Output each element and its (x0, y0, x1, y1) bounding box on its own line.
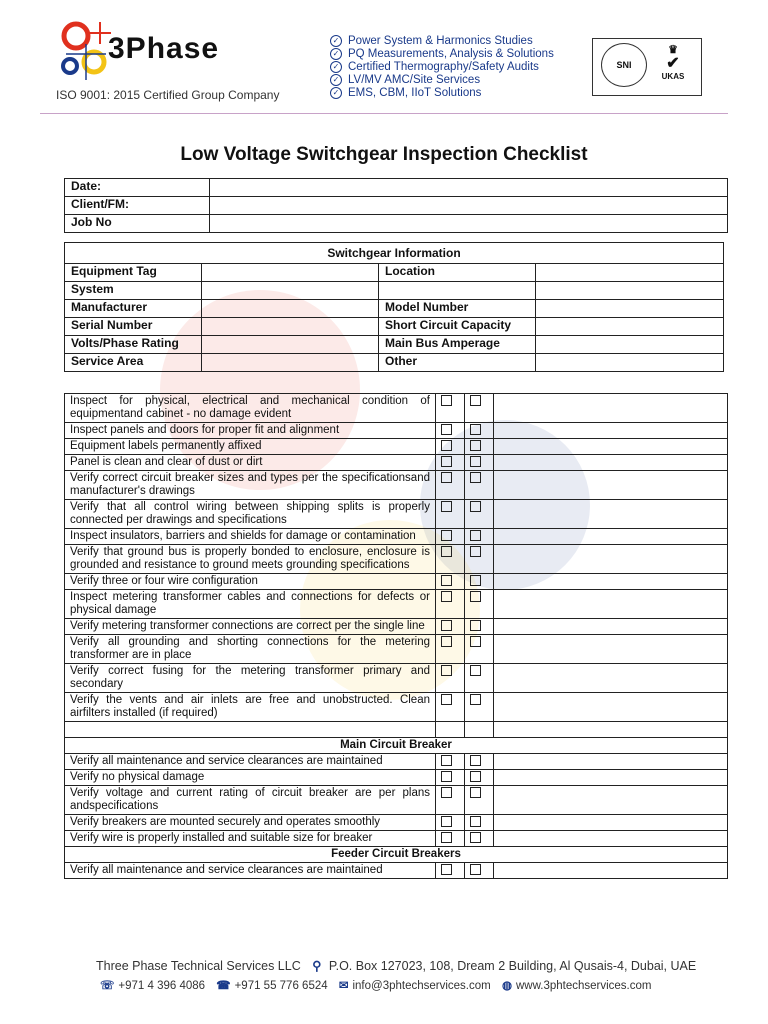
no-checkbox[interactable] (470, 636, 481, 647)
certification-badges (592, 38, 702, 96)
checkbox-cell (465, 664, 494, 693)
remarks-cell[interactable] (494, 786, 728, 815)
checkbox-cell (436, 423, 465, 439)
job-details-table (64, 178, 728, 233)
website-link[interactable]: www.3phtechservices.com (515, 980, 652, 992)
checklist-item-text: Verify wire is properly installed and suitable size for breaker (65, 831, 436, 847)
checkbox-cell (436, 455, 465, 471)
checklist-item-text: Inspect insulators, barriers and shields for damage or contamination (65, 529, 436, 545)
check-circle-icon: ✓ (330, 35, 342, 47)
mobile-number[interactable]: +971 55 776 6524 (234, 980, 328, 992)
yes-checkbox[interactable] (441, 440, 452, 451)
checklist-item-text: Verify breakers are mounted securely and operates smoothly (65, 815, 436, 831)
no-checkbox[interactable] (470, 456, 481, 467)
remarks-cell[interactable] (494, 664, 728, 693)
checkbox-cell (436, 500, 465, 529)
checklist-row (65, 545, 728, 574)
field-value[interactable] (536, 282, 724, 300)
checkbox-cell (465, 500, 494, 529)
email-icon: ✉ (338, 980, 349, 992)
checklist-item-text: Verify all maintenance and service clearances are maintained (65, 863, 436, 879)
checkbox-cell (436, 574, 465, 590)
checklist-row (65, 455, 728, 471)
ukas-badge-icon: ♛ ✔ UKAS (655, 43, 691, 87)
globe-icon: ◍ (501, 980, 512, 992)
checkbox-cell (465, 754, 494, 770)
crown-icon: ♛ (668, 44, 678, 56)
field-value[interactable] (536, 318, 724, 336)
section-heading: Feeder Circuit Breakers (65, 847, 728, 863)
no-checkbox[interactable] (470, 424, 481, 435)
field-value[interactable] (202, 264, 379, 282)
table-row (65, 215, 728, 233)
no-checkbox[interactable] (470, 620, 481, 631)
checklist-item-text: Verify that all control wiring between shipping splits is properly connected per drawings and specifications (65, 500, 436, 529)
checkbox-cell (465, 439, 494, 455)
field-value[interactable] (202, 282, 379, 300)
checkbox-cell (436, 815, 465, 831)
blank-row (65, 722, 728, 738)
date-field[interactable] (210, 179, 728, 197)
checklist-row (65, 831, 728, 847)
field-label: Client/FM: (65, 197, 210, 215)
footer-contact-line (92, 978, 651, 992)
remarks-cell[interactable] (494, 455, 728, 471)
section-row (65, 738, 728, 754)
service-item: ✓ Certified Thermography/Safety Audits (330, 60, 580, 73)
field-label: Date: (65, 179, 210, 197)
logo-wordmark: 3Phase (108, 32, 220, 65)
field-value[interactable] (536, 354, 724, 372)
no-checkbox[interactable] (470, 530, 481, 541)
no-checkbox[interactable] (470, 755, 481, 766)
remarks-cell[interactable] (494, 635, 728, 664)
table-row (65, 354, 724, 372)
field-label (379, 282, 536, 300)
checkbox-cell (436, 439, 465, 455)
checklist-item-text: Inspect metering transformer cables and connections for defects or physical damage (65, 590, 436, 619)
field-label: Location (379, 264, 536, 282)
checklist-row (65, 439, 728, 455)
phone-number[interactable]: +971 4 396 4086 (118, 980, 206, 992)
checkbox-cell (465, 590, 494, 619)
client-field[interactable] (210, 197, 728, 215)
company-address: P.O. Box 127023, 108, Dream 2 Building, Al Qusais-4, Dubai, UAE (328, 959, 697, 973)
services-list (330, 34, 580, 99)
yes-checkbox[interactable] (441, 816, 452, 827)
no-checkbox[interactable] (470, 440, 481, 451)
no-checkbox[interactable] (470, 864, 481, 875)
checklist-item-text: Equipment labels permanently affixed (65, 439, 436, 455)
checklist-row (65, 619, 728, 635)
checklist-row (65, 394, 728, 423)
checkbox-cell (436, 394, 465, 423)
checkbox-cell (436, 693, 465, 722)
checklist-item-text: Verify the vents and air inlets are free and unobstructed. Clean airfilters installed (if required) (65, 693, 436, 722)
checklist-item-text: Verify all grounding and shorting connections for the metering transformer are in place (65, 635, 436, 664)
checklist-row (65, 863, 728, 879)
yes-checkbox[interactable] (441, 636, 452, 647)
checkbox-cell (465, 574, 494, 590)
checkbox-cell (465, 545, 494, 574)
checkbox-cell (436, 786, 465, 815)
remarks-cell[interactable] (494, 754, 728, 770)
field-value[interactable] (202, 318, 379, 336)
checkbox-cell (436, 545, 465, 574)
checklist-row (65, 574, 728, 590)
checkbox-cell (436, 529, 465, 545)
remarks-cell[interactable] (494, 439, 728, 455)
field-label: Other (379, 354, 536, 372)
iso-certification-text: ISO 9001: 2015 Certified Group Company (56, 88, 280, 102)
field-label: Short Circuit Capacity (379, 318, 536, 336)
checklist-item-text: Panel is clean and clear of dust or dirt (65, 455, 436, 471)
field-label: Service Area (65, 354, 202, 372)
checklist-item-text: Verify voltage and current rating of circuit breaker are per plans andspecifications (65, 786, 436, 815)
checklist-item-text: Verify correct fusing for the metering transformer primary and secondary (65, 664, 436, 693)
section-row (65, 847, 728, 863)
no-checkbox[interactable] (470, 501, 481, 512)
page-title: Low Voltage Switchgear Inspection Checklist (180, 144, 588, 165)
table-row (65, 264, 724, 282)
footer-company-line (96, 958, 696, 973)
field-label: Manufacturer (65, 300, 202, 318)
checkbox-cell (436, 664, 465, 693)
blank-cell[interactable] (436, 722, 465, 738)
checklist-row (65, 590, 728, 619)
table-row (65, 179, 728, 197)
section-heading: Main Circuit Breaker (65, 738, 728, 754)
yes-checkbox[interactable] (441, 501, 452, 512)
table-row (65, 197, 728, 215)
checklist-row (65, 529, 728, 545)
yes-checkbox[interactable] (441, 864, 452, 875)
remarks-cell[interactable] (494, 619, 728, 635)
job-number-field[interactable] (210, 215, 728, 233)
remarks-cell[interactable] (494, 500, 728, 529)
checklist-item-text: Verify that ground bus is properly bonded to enclosure, enclosure is grounded and resistance to ground meets grounding specifications (65, 545, 436, 574)
checkbox-cell (465, 619, 494, 635)
no-checkbox[interactable] (470, 472, 481, 483)
yes-checkbox[interactable] (441, 665, 452, 676)
table-row (65, 336, 724, 354)
checklist-row (65, 754, 728, 770)
checkbox-cell (465, 635, 494, 664)
checklist-row (65, 693, 728, 722)
no-checkbox[interactable] (470, 575, 481, 586)
checklist-item-text: Verify metering transformer connections are correct per the single line (65, 619, 436, 635)
checkbox-cell (465, 815, 494, 831)
yes-checkbox[interactable] (441, 575, 452, 586)
company-name: Three Phase Technical Services LLC (96, 959, 301, 973)
checkbox-cell (465, 831, 494, 847)
checkbox-cell (465, 786, 494, 815)
field-value[interactable] (536, 300, 724, 318)
checkbox-cell (436, 831, 465, 847)
table-row (65, 318, 724, 336)
check-circle-icon: ✓ (330, 74, 342, 86)
field-label: Volts/Phase Rating (65, 336, 202, 354)
checklist-item-text: Verify correct circuit breaker sizes and types per the specificationsand manufacturer's drawings (65, 471, 436, 500)
field-label: Equipment Tag (65, 264, 202, 282)
no-checkbox[interactable] (470, 816, 481, 827)
checklist-item-text: Inspect panels and doors for proper fit and alignment (65, 423, 436, 439)
yes-checkbox[interactable] (441, 787, 452, 798)
no-checkbox[interactable] (470, 665, 481, 676)
checklist-row (65, 500, 728, 529)
yes-checkbox[interactable] (441, 395, 452, 406)
checklist-row (65, 635, 728, 664)
table-row (65, 282, 724, 300)
checkbox-cell (436, 754, 465, 770)
checkmark-icon: ✔ (666, 55, 680, 72)
yes-checkbox[interactable] (441, 591, 452, 602)
checkbox-cell (465, 693, 494, 722)
checklist-row (65, 423, 728, 439)
header-divider (40, 113, 728, 114)
inspection-checklist-table (64, 393, 728, 879)
no-checkbox[interactable] (470, 591, 481, 602)
field-label: Serial Number (65, 318, 202, 336)
checkbox-cell (436, 590, 465, 619)
table-header-row (65, 243, 724, 264)
yes-checkbox[interactable] (441, 530, 452, 541)
checklist-item-text: Verify three or four wire configuration (65, 574, 436, 590)
checklist-row (65, 471, 728, 500)
checklist-row (65, 664, 728, 693)
field-value[interactable] (202, 300, 379, 318)
blank-cell[interactable] (494, 722, 728, 738)
yes-checkbox[interactable] (441, 546, 452, 557)
checkbox-cell (465, 455, 494, 471)
checklist-item-text: Verify no physical damage (65, 770, 436, 786)
mobile-icon: ☎ (216, 980, 231, 992)
field-value[interactable] (202, 336, 379, 354)
remarks-cell[interactable] (494, 574, 728, 590)
no-checkbox[interactable] (470, 787, 481, 798)
remarks-cell[interactable] (494, 590, 728, 619)
field-label: Model Number (379, 300, 536, 318)
yes-checkbox[interactable] (441, 694, 452, 705)
checklist-item-text: Inspect for physical, electrical and mechanical condition of equipmentand cabinet - no damage evident (65, 394, 436, 423)
service-item: ✓ LV/MV AMC/Site Services (330, 73, 580, 86)
remarks-cell[interactable] (494, 863, 728, 879)
no-checkbox[interactable] (470, 771, 481, 782)
service-item: ✓ EMS, CBM, IIoT Solutions (330, 86, 580, 99)
checkbox-cell (436, 619, 465, 635)
check-circle-icon: ✓ (330, 61, 342, 73)
sni-seal-icon: SNI (601, 43, 647, 87)
field-value[interactable] (202, 354, 379, 372)
yes-checkbox[interactable] (441, 472, 452, 483)
check-circle-icon: ✓ (330, 87, 342, 99)
yes-checkbox[interactable] (441, 456, 452, 467)
remarks-cell[interactable] (494, 693, 728, 722)
remarks-cell[interactable] (494, 545, 728, 574)
remarks-cell[interactable] (494, 815, 728, 831)
remarks-cell[interactable] (494, 423, 728, 439)
no-checkbox[interactable] (470, 546, 481, 557)
yes-checkbox[interactable] (441, 620, 452, 631)
remarks-cell[interactable] (494, 394, 728, 423)
checkbox-cell (465, 770, 494, 786)
yes-checkbox[interactable] (441, 424, 452, 435)
service-item: ✓ Power System & Harmonics Studies (330, 34, 580, 47)
section-heading: Switchgear Information (65, 243, 724, 264)
checklist-row (65, 815, 728, 831)
checkbox-cell (436, 770, 465, 786)
email-link[interactable]: info@3phtechservices.com (352, 980, 491, 992)
field-label: System (65, 282, 202, 300)
blank-cell[interactable] (465, 722, 494, 738)
field-value[interactable] (536, 336, 724, 354)
checkbox-cell (465, 863, 494, 879)
remarks-cell[interactable] (494, 529, 728, 545)
no-checkbox[interactable] (470, 694, 481, 705)
yes-checkbox[interactable] (441, 755, 452, 766)
yes-checkbox[interactable] (441, 771, 452, 782)
service-item: ✓ PQ Measurements, Analysis & Solutions (330, 47, 580, 60)
remarks-cell[interactable] (494, 831, 728, 847)
checkbox-cell (436, 471, 465, 500)
no-checkbox[interactable] (470, 832, 481, 843)
location-pin-icon: ⚲ (312, 959, 322, 973)
checkbox-cell (436, 863, 465, 879)
blank-cell[interactable] (65, 722, 436, 738)
check-circle-icon: ✓ (330, 48, 342, 60)
table-row (65, 300, 724, 318)
field-value[interactable] (536, 264, 724, 282)
field-label: Main Bus Amperage (379, 336, 536, 354)
checklist-row (65, 786, 728, 815)
phone-icon: ☏ (100, 980, 115, 992)
checkbox-cell (465, 529, 494, 545)
no-checkbox[interactable] (470, 395, 481, 406)
checklist-item-text: Verify all maintenance and service clearances are maintained (65, 754, 436, 770)
remarks-cell[interactable] (494, 471, 728, 500)
yes-checkbox[interactable] (441, 832, 452, 843)
checkbox-cell (436, 635, 465, 664)
field-label: Job No (65, 215, 210, 233)
checkbox-cell (465, 471, 494, 500)
checkbox-cell (465, 423, 494, 439)
switchgear-info-table (64, 242, 724, 372)
checkbox-cell (465, 394, 494, 423)
checklist-row (65, 770, 728, 786)
remarks-cell[interactable] (494, 770, 728, 786)
